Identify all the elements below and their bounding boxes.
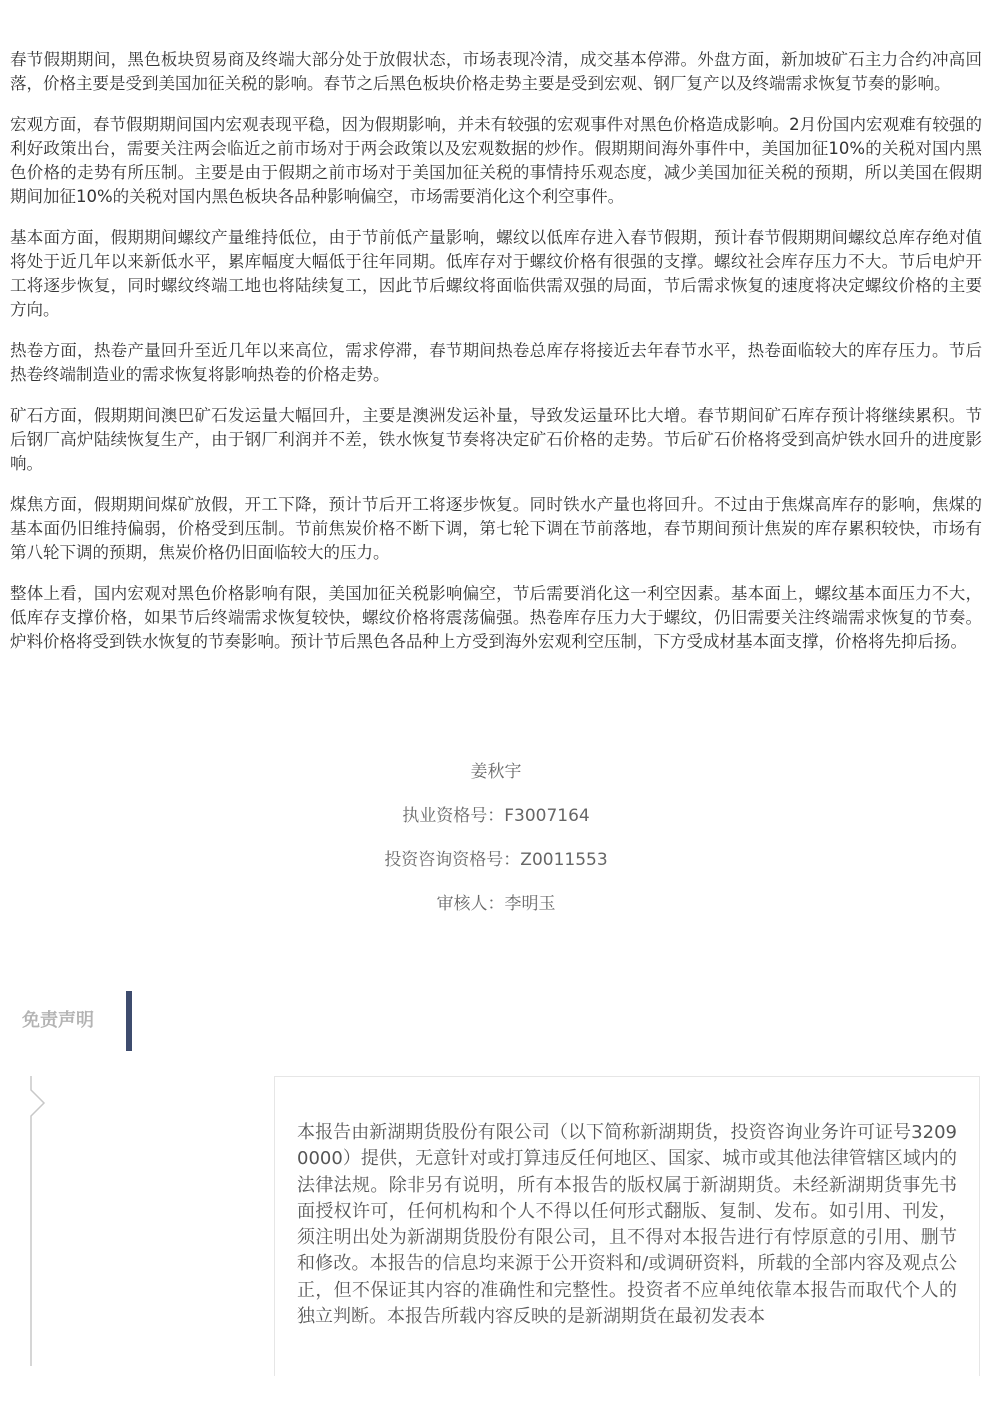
paragraph-coal-coke: 煤焦方面，假期期间煤矿放假，开工下降，预计节后开工将逐步恢复。同时铁水产量也将回升。不过由于焦煤高库存的影响，焦煤的基本面仍旧维持偏弱，价格受到压制。节前焦炭价格不断下调，第七轮下调在节前落地，春节期间预计焦炭的库存累积较快，市场有第八轮下调的预期，焦炭价格仍旧面临较大的压力。 <box>10 495 982 562</box>
paragraph-iron-ore: 矿石方面，假期期间澳巴矿石发运量大幅回升，主要是澳洲发运补量，导致发运量环比大增。春节期间矿石库存预计将继续累积。节后钢厂高炉陆续恢复生产，由于钢厂利润并不差，铁水恢复节奏将决定矿石价格的走势。节后矿石价格将受到高炉铁水回升的进度影响。 <box>10 406 982 473</box>
consulting-license-number: 投资咨询资格号：Z0011553 <box>384 850 608 870</box>
paragraph-overview: 春节假期期间，黑色板块贸易商及终端大部分处于放假状态，市场表现冷清，成交基本停滞。外盘方面，新加坡矿石主力合约冲高回落，价格主要是受到美国加征关税的影响。春节之后黑色板块价格走势主要是受到宏观、钢厂复产以及终端需求恢复节奏的影响。 <box>10 50 982 93</box>
author-name: 姜秋宇 <box>470 762 522 782</box>
paragraph-fundamentals-rebar: 基本面方面，假期期间螺纹产量维持低位，由于节前低产量影响，螺纹以低库存进入春节假期，预计春节假期期间螺纹总库存绝对值将处于近几年以来新低水平，累库幅度大幅低于往年同期。低库存对于螺纹价格有很强的支撑。螺纹社会库存压力不大。节后电炉开工将逐步恢复，同时螺纹终端工地也将陆续复工，因此节后螺纹将面临供需双强的局面，节后需求恢复的速度将决定螺纹价格的主要方向。 <box>10 228 982 319</box>
timeline-arrow-icon <box>30 1076 60 1366</box>
paragraph-conclusion: 整体上看，国内宏观对黑色价格影响有限，美国加征关税影响偏空，节后需要消化这一利空因素。基本面上，螺纹基本面压力不大，低库存支撑价格，如果节后终端需求恢复较快，螺纹价格将震荡偏强。热卷库存压力大于螺纹，仍旧需要关注终端需求恢复的节奏。炉料价格将受到铁水恢复的节奏影响。预计节后黑色各品种上方受到海外宏观利空压制，下方受成材基本面支撑，价格将先抑后扬。 <box>10 584 982 651</box>
title-accent-bar <box>126 991 132 1051</box>
disclaimer-title: 免责声明 <box>22 1010 94 1031</box>
author-signature <box>0 758 992 934</box>
paragraph-hot-rolled-coil: 热卷方面，热卷产量回升至近几年以来高位，需求停滞，春节期间热卷总库存将接近去年春节水平，热卷面临较大的库存压力。节后热卷终端制造业的需求恢复将影响热卷的价格走势。 <box>10 341 982 384</box>
report-body <box>10 48 982 671</box>
practice-license-number: 执业资格号：F3007164 <box>402 806 590 826</box>
paragraph-macro: 宏观方面，春节假期期间国内宏观表现平稳，因为假期影响，并未有较强的宏观事件对黑色价格造成影响。2月份国内宏观难有较强的利好政策出台，需要关注两会临近之前市场对于两会政策以及宏观数据的炒作。假期期间海外事件中，美国加征10%的关税对国内黑色价格的走势有所压制。主要是由于假期之前市场对于美国加征关税的事情持乐观态度，减少美国加征关税的预期，所以美国在假期期间加征10%的关税对国内黑色板块各品种影响偏空，市场需要消化这个利空事件。 <box>10 115 982 206</box>
disclaimer-text: 本报告由新湖期货股份有限公司（以下简称新湖期货，投资咨询业务许可证号32090000）提供，无意针对或打算违反任何地区、国家、城市或其他法律管辖区域内的法律法规。除非另有说明，所有本报告的版权属于新湖期货。未经新湖期货事先书面授权许可，任何机构和个人不得以任何形式翻版、复制、发布。如引用、刊发，须注明出处为新湖期货股份有限公司，且不得对本报告进行有悖原意的引用、删节和修改。本报告的信息均来源于公开资料和/或调研资料，所载的全部内容及观点公正，但不保证其内容的准确性和完整性。投资者不应单纯依靠本报告而取代个人的独立判断。本报告所载内容反映的是新湖期货在最初发表本 <box>297 1122 957 1328</box>
disclaimer-box <box>274 1076 980 1376</box>
reviewer-name: 审核人：李明玉 <box>436 894 556 914</box>
